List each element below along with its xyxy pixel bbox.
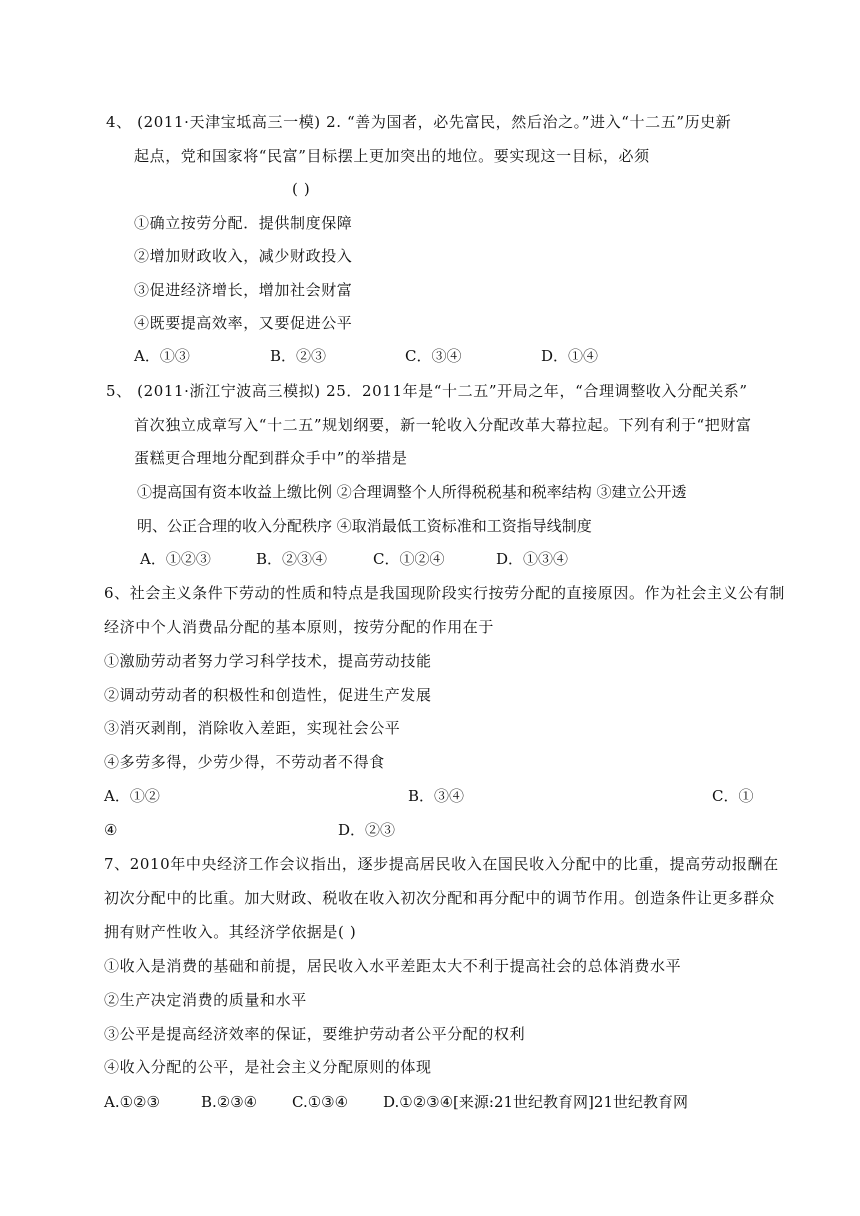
q6-item-3: ③消灭剥削，消除收入差距，实现社会公平 [104, 719, 401, 737]
q6-stem-line1: 6、社会主义条件下劳动的性质和特点是我国现阶段实行按劳分配的直接原因。作为社会主义公有制 [104, 584, 785, 602]
q5-items-line2: 明、公正合理的收入分配秩序 ④取消最低工资标准和工资指导线制度 [137, 517, 592, 535]
q4-stem-line1: 4、 (2011·天津宝坻高三一模) 2. “善为国者，必先富民，然后治之。”进入“十二五”历史新 [106, 113, 732, 131]
q7-stem-line2: 初次分配中的比重。加大财政、税收在收入初次分配和再分配中的调节作用。创造条件让更多群众 [104, 889, 775, 907]
q6-option-d: D．②③ [338, 821, 396, 839]
q4-option-a: A．①③ [134, 347, 190, 365]
q6-item-1: ①激励劳动者努力学习科学技术，提高劳动技能 [104, 652, 432, 670]
q6-item-2: ②调动劳动者的积极性和创造性，促进生产发展 [104, 686, 432, 704]
q7-option-a: A.①②③ [104, 1093, 160, 1111]
q4-stem-line2: 起点，党和国家将“民富”目标摆上更加突出的地位。要实现这一目标，必须 [134, 147, 650, 165]
q7-stem-line3: 拥有财产性收入。其经济学依据是( ) [104, 923, 357, 941]
q5-option-b: B．②③④ [256, 550, 328, 568]
q5-option-d: D．①③④ [496, 550, 569, 568]
q7-option-d: D.①②③④[来源:21世纪教育网]21世纪教育网 [383, 1093, 688, 1111]
q6-option-c-continued: ④ [104, 821, 118, 839]
q5-option-c: C．①②④ [373, 550, 445, 568]
q5-items-line1: ①提高国有资本收益上缴比例 ②合理调整个人所得税税基和税率结构 ③建立公开透 [137, 483, 687, 501]
q5-stem-line1: 5、 (2011·浙江宁波高三模拟) 25．2011年是“十二五”开局之年，“合理调整收入分配关系” [106, 382, 748, 400]
q7-option-b: B.②③④ [201, 1093, 258, 1111]
q7-item-4: ④收入分配的公平，是社会主义分配原则的体现 [104, 1058, 432, 1076]
q7-item-2: ②生产决定消费的质量和水平 [104, 991, 307, 1009]
q6-item-4: ④多劳多得，少劳少得，不劳动者不得食 [104, 753, 385, 771]
q6-option-c: C．① [712, 787, 754, 805]
q7-stem-line1: 7、2010年中央经济工作会议指出，逐步提高居民收入在国民收入分配中的比重，提高劳动报酬在 [104, 855, 779, 873]
q6-option-b: B．③④ [408, 787, 465, 805]
q4-item-1: ①确立按劳分配．提供制度保障 [134, 214, 353, 232]
q5-option-a: A．①②③ [140, 550, 211, 568]
q4-item-4: ④既要提高效率，又要促进公平 [134, 314, 353, 332]
q4-item-3: ③促进经济增长，增加社会财富 [134, 281, 353, 299]
q7-item-1: ①收入是消费的基础和前提，居民收入水平差距太大不利于提高社会的总体消费水平 [104, 957, 682, 975]
q7-item-3: ③公平是提高经济效率的保证，要维护劳动者公平分配的权利 [104, 1025, 526, 1043]
q6-option-a: A．①② [104, 787, 160, 805]
q4-option-b: B．②③ [270, 347, 327, 365]
q4-answer-paren: ( ) [292, 180, 311, 198]
q5-stem-line2: 首次独立成章写入“十二五”规划纲要，新一轮收入分配改革大幕拉起。下列有利于“把财富 [134, 416, 752, 434]
q4-option-c: C．③④ [405, 347, 462, 365]
q4-item-2: ②增加财政收入，减少财政投入 [134, 247, 353, 265]
q6-stem-line2: 经济中个人消费品分配的基本原则，按劳分配的作用在于 [104, 618, 495, 636]
q4-option-d: D．①④ [541, 347, 599, 365]
q5-stem-line3: 蛋糕更合理地分配到群众手中”的举措是 [134, 449, 408, 467]
q7-option-c: C.①③④ [292, 1093, 349, 1111]
